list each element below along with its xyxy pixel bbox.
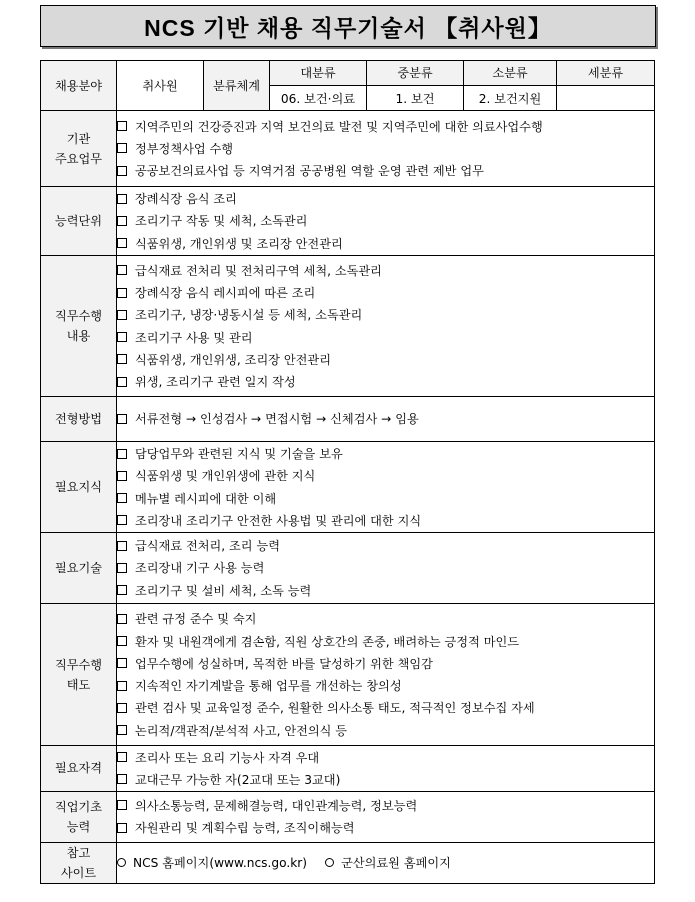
checkbox-icon — [117, 703, 127, 713]
list-item — [117, 210, 654, 232]
section-label: 필요자격 — [41, 746, 117, 792]
list-item — [117, 652, 654, 674]
list-item-text: 장례식장 음식 조리 — [135, 192, 237, 207]
list-item-text: 관련 규정 준수 및 숙지 — [135, 612, 257, 627]
section-label: 기관 주요업무 — [41, 111, 117, 187]
reference-label: 참고 사이트 — [41, 842, 117, 883]
list-item — [117, 465, 654, 487]
list-item-text: 의사소통능력, 문제해결능력, 대인관계능력, 정보능력 — [135, 798, 418, 813]
list-item-text: 위생, 조리기구 관련 일지 작성 — [135, 375, 296, 390]
list-item — [117, 259, 654, 281]
checkbox-icon — [117, 143, 127, 153]
list-item — [117, 675, 654, 697]
document-title: NCS 기반 채용 직무기술서 【취사원】 — [144, 14, 552, 41]
list-item — [117, 371, 654, 393]
list-item — [117, 817, 654, 839]
section-row — [41, 604, 655, 746]
checkbox-icon — [117, 774, 127, 784]
list-item — [117, 719, 654, 741]
list-item — [117, 768, 654, 790]
checkbox-icon — [117, 471, 127, 481]
list-item-text: 식품위생, 개인위생 및 조리장 안전관리 — [135, 236, 343, 251]
checkbox-icon — [117, 377, 127, 387]
list-item — [117, 115, 654, 137]
list-item-text: 장례식장 음식 레시피에 따른 조리 — [135, 286, 316, 301]
system-label: 분류체계 — [204, 61, 270, 111]
section-content — [117, 187, 655, 256]
section-label: 능력단위 — [41, 187, 117, 256]
header-minor: 소분류 — [464, 61, 557, 86]
list-item-text: 조리기구, 냉장·냉동시설 등 세척, 소독관리 — [135, 308, 363, 323]
reference-link[interactable]: 군산의료원 홈페이지 — [341, 856, 451, 871]
list-item-text: 조리기구 및 설비 세척, 소독 능력 — [135, 583, 312, 598]
reference-content — [117, 842, 655, 883]
section-content — [117, 442, 655, 533]
section-label: 전형방법 — [41, 397, 117, 442]
checkbox-icon — [117, 614, 127, 624]
value-major: 06. 보건·의료 — [270, 86, 367, 111]
checkbox-icon — [117, 563, 127, 573]
list-item-text: 지속적인 자기계발을 통해 업무를 개선하는 창의성 — [135, 679, 402, 694]
checkbox-icon — [117, 194, 127, 204]
section-row — [41, 111, 655, 187]
value-middle: 1. 보건 — [367, 86, 464, 111]
value-detail — [557, 86, 655, 111]
list-item — [117, 348, 654, 370]
section-row — [41, 791, 655, 842]
checkbox-icon — [117, 449, 127, 459]
list-item-text: 조리장내 조리기구 안전한 사용법 및 관리에 대한 지식 — [135, 513, 422, 528]
list-item-text: 조리기구 작동 및 세척, 소독관리 — [135, 214, 308, 229]
list-item-text: 식품위생, 개인위생, 조리장 안전관리 — [135, 352, 331, 367]
checkbox-icon — [117, 823, 127, 833]
checkbox-icon — [117, 515, 127, 525]
list-item — [117, 326, 654, 348]
list-item — [117, 408, 654, 430]
list-item-text: 담당업무와 관련된 지식 및 기술을 보유 — [135, 447, 343, 462]
checkbox-icon — [117, 354, 127, 364]
checkbox-icon — [117, 493, 127, 503]
checkbox-icon — [117, 585, 127, 595]
checkbox-icon — [117, 265, 127, 275]
reference-row — [41, 842, 655, 883]
list-item — [117, 630, 654, 652]
checkbox-icon — [117, 121, 127, 131]
list-item — [117, 697, 654, 719]
list-item-text: 업무수행에 성실하며, 목적한 바를 달성하기 위한 책임감 — [135, 656, 433, 671]
section-row — [41, 746, 655, 792]
checkbox-icon — [117, 332, 127, 342]
section-row — [41, 187, 655, 256]
list-item-text: 관련 검사 및 교육일정 준수, 원활한 의사소통 태도, 적극적인 정보수집 자세 — [135, 701, 535, 716]
field-value: 취사원 — [117, 61, 204, 111]
checkbox-icon — [117, 414, 127, 424]
list-item — [117, 535, 654, 557]
list-item — [117, 232, 654, 254]
checkbox-icon — [117, 725, 127, 735]
reference-links — [117, 854, 654, 871]
list-item — [117, 281, 654, 303]
list-item-text: 자원관리 및 계획수립 능력, 조직이해능력 — [135, 821, 355, 836]
section-content — [117, 256, 655, 397]
list-item-text: 정부정책사업 수행 — [135, 141, 234, 156]
checkbox-icon — [117, 681, 127, 691]
section-label: 필요기술 — [41, 533, 117, 604]
job-description-table — [40, 60, 655, 884]
checkbox-icon — [117, 636, 127, 646]
list-item-text: 환자 및 내원객에게 겸손함, 직원 상호간의 존중, 배려하는 긍정적 마인드 — [135, 634, 520, 649]
list-item — [117, 442, 654, 464]
list-item — [117, 509, 654, 531]
list-item-text: 서류전형 → 인성검사 → 면접시험 → 신체검사 → 임용 — [135, 412, 419, 427]
section-row — [41, 256, 655, 397]
list-item-text: 조리장내 기구 사용 능력 — [135, 561, 265, 576]
checkbox-icon — [117, 216, 127, 226]
field-label: 채용분야 — [41, 61, 117, 111]
list-item — [117, 579, 654, 601]
value-minor: 2. 보건지원 — [464, 86, 557, 111]
list-item-text: 조리기구 사용 및 관리 — [135, 330, 253, 345]
list-item-text: 논리적/객관적/분석적 사고, 안전의식 등 — [135, 723, 348, 738]
list-item — [117, 160, 654, 182]
header-detail: 세분류 — [557, 61, 655, 86]
list-item — [117, 608, 654, 630]
checkbox-icon — [117, 800, 127, 810]
checkbox-icon — [117, 658, 127, 668]
checkbox-icon — [117, 752, 127, 762]
section-content — [117, 111, 655, 187]
list-item — [117, 304, 654, 326]
list-item-text: 메뉴별 레시피에 대한 이해 — [135, 491, 277, 506]
list-item — [117, 137, 654, 159]
list-item-text: 교대근무 가능한 자(2교대 또는 3교대) — [135, 772, 341, 787]
section-content — [117, 791, 655, 842]
section-label: 필요지식 — [41, 442, 117, 533]
circle-bullet-icon — [325, 858, 334, 867]
list-item-text: 지역주민의 건강증진과 지역 보건의료 발전 및 지역주민에 대한 의료사업수행 — [135, 119, 543, 134]
document-title-box — [40, 5, 656, 47]
section-content — [117, 397, 655, 442]
section-label: 직무수행 내용 — [41, 256, 117, 397]
list-item — [117, 557, 654, 579]
section-label: 직업기초 능력 — [41, 791, 117, 842]
reference-link[interactable]: NCS 홈페이지(www.ncs.go.kr) — [133, 856, 308, 871]
list-item — [117, 746, 654, 768]
section-content — [117, 533, 655, 604]
header-middle: 중분류 — [367, 61, 464, 86]
circle-bullet-icon — [117, 858, 126, 867]
checkbox-icon — [117, 238, 127, 248]
section-row — [41, 442, 655, 533]
list-item-text: 식품위생 및 개인위생에 관한 지식 — [135, 469, 316, 484]
section-content — [117, 604, 655, 746]
list-item — [117, 188, 654, 210]
checkbox-icon — [117, 310, 127, 320]
section-row — [41, 397, 655, 442]
list-item-text: 조리사 또는 요리 기능사 자격 우대 — [135, 750, 320, 765]
list-item-text: 급식재료 전처리 및 전처리구역 세척, 소독관리 — [135, 263, 382, 278]
section-label: 직무수행 태도 — [41, 604, 117, 746]
list-item-text: 급식재료 전처리, 조리 능력 — [135, 539, 281, 554]
list-item — [117, 794, 654, 816]
checkbox-icon — [117, 288, 127, 298]
checkbox-icon — [117, 166, 127, 176]
section-row — [41, 533, 655, 604]
header-major: 대분류 — [270, 61, 367, 86]
list-item-text: 공공보건의료사업 등 지역거점 공공병원 역할 운영 관련 제반 업무 — [135, 164, 484, 179]
section-content — [117, 746, 655, 792]
checkbox-icon — [117, 541, 127, 551]
list-item — [117, 487, 654, 509]
